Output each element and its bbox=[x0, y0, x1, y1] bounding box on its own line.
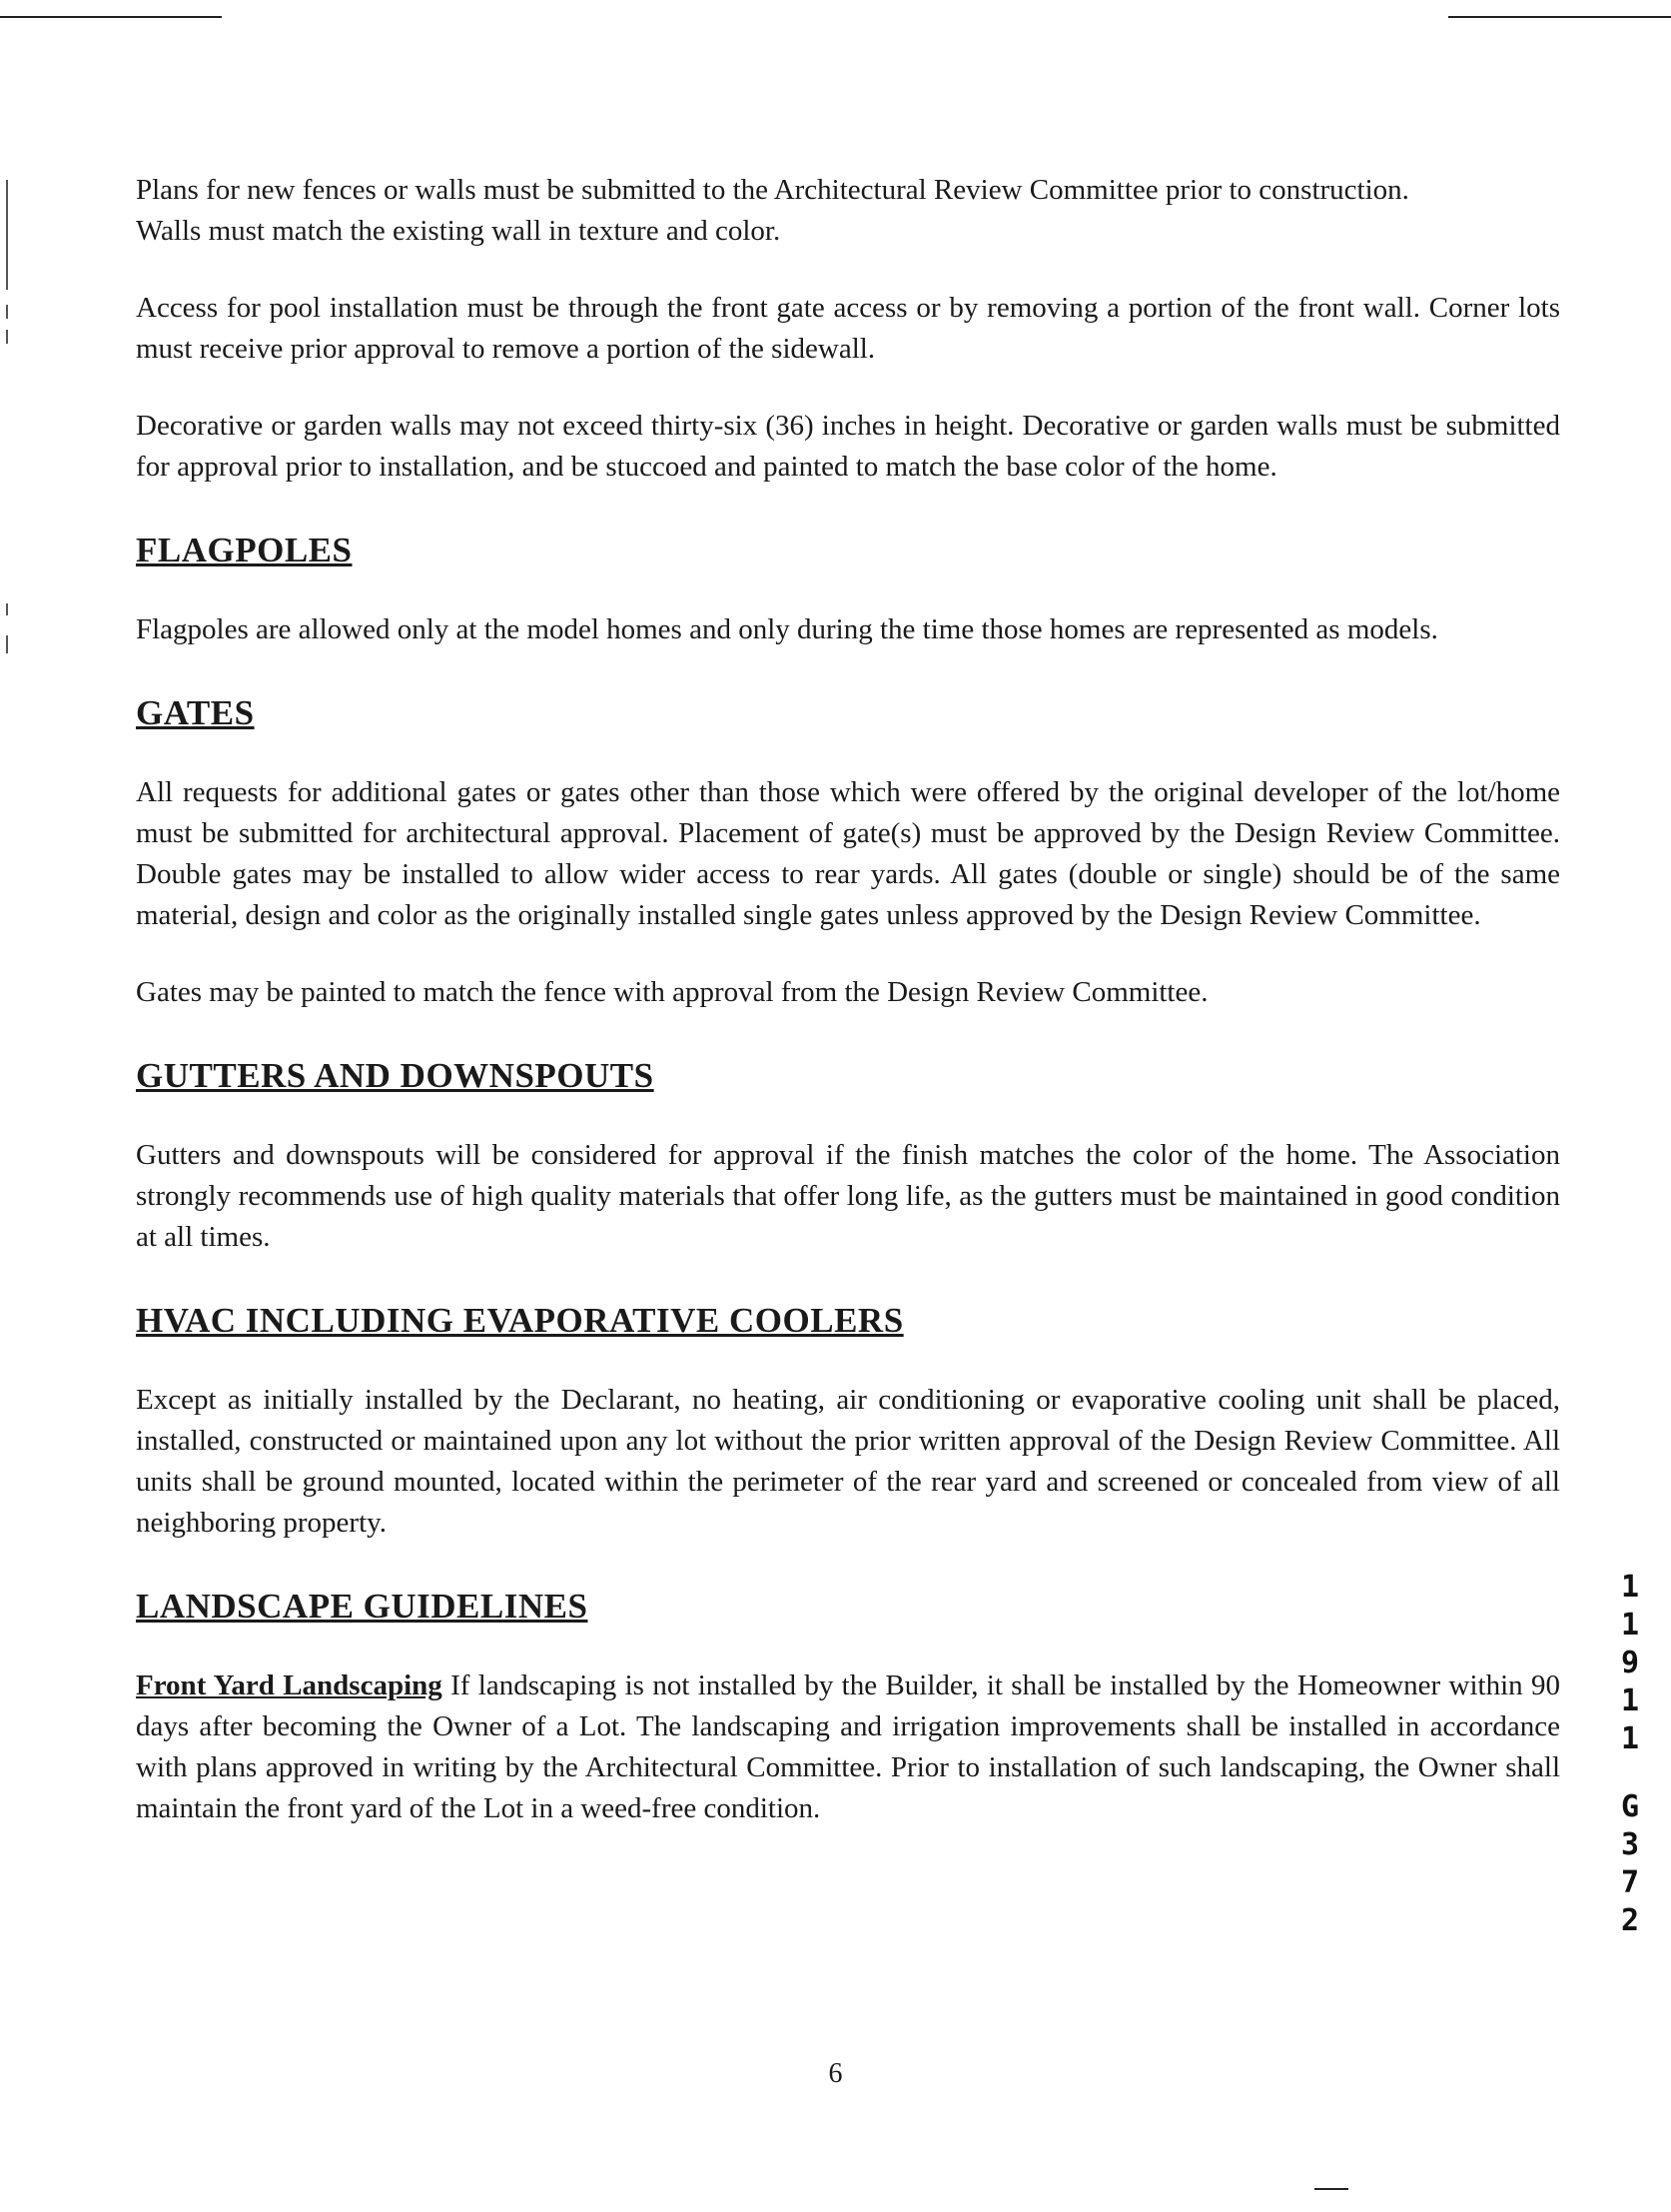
section-heading-gates: GATES bbox=[136, 693, 255, 732]
section-heading-flagpoles: FLAGPOLES bbox=[136, 531, 353, 569]
stamp-char: 1 bbox=[1620, 1683, 1640, 1718]
top-left-rule bbox=[0, 16, 222, 18]
left-margin-mark bbox=[6, 603, 8, 615]
stamp-char: 7 bbox=[1620, 1865, 1640, 1900]
intro-paragraph-pool: Access for pool installation must be through the front gate access or by removing a portion of the front wall. Corner lots must receive prior approval to remove a portion of the sidewall. bbox=[136, 292, 1560, 365]
stamp-char: 9 bbox=[1620, 1646, 1640, 1680]
section-heading-landscape: LANDSCAPE GUIDELINES bbox=[136, 1587, 588, 1626]
hvac-paragraph: Except as initially installed by the Declarant, no heating, air conditioning or evaporative cooling unit shall be placed, installed, constructed or maintained upon any lot without the prior written approval of the Design Review Committee. All units shall be ground mounted, located within the perimeter of the rear yard and screened or concealed from view of all neighboring property. bbox=[136, 1384, 1560, 1539]
page-number: 6 bbox=[828, 2058, 843, 2089]
gutters-paragraph: Gutters and downspouts will be considered for approval if the finish matches the color of the home. The Association strongly recommends use of high quality materials that offer long life, as the gutters must be maintained in good condition at all times. bbox=[136, 1139, 1560, 1253]
stamp-char: 2 bbox=[1620, 1903, 1640, 1938]
section-heading-gutters: GUTTERS AND DOWNSPOUTS bbox=[136, 1056, 654, 1095]
left-margin-mark bbox=[6, 330, 8, 344]
document-body bbox=[136, 170, 1560, 1829]
stamp-char: 1 bbox=[1620, 1570, 1640, 1605]
stamp-char: 1 bbox=[1620, 1721, 1640, 1756]
bottom-rule bbox=[1314, 2188, 1348, 2190]
landscape-text: If landscaping is not installed by the Builder, it shall be installed by the Homeowner within 90 days after becoming the Owner of a Lot. The landscaping and irrigation improvements shall be installed in accordance with plans approved in writing by the Architectural Committee. Prior to installation of such landscaping, the Owner shall maintain the front yard of the Lot in a weed-free condition. bbox=[136, 1669, 1560, 1824]
top-right-rule bbox=[1448, 16, 1671, 18]
intro-paragraph-walls: Walls must match the existing wall in texture and color. bbox=[136, 215, 781, 247]
left-margin-mark bbox=[6, 180, 8, 290]
stamp-char: 1 bbox=[1620, 1608, 1640, 1643]
flagpoles-paragraph: Flagpoles are allowed only at the model homes and only during the time those homes are represented as models. bbox=[136, 613, 1438, 645]
section-heading-hvac: HVAC INCLUDING EVAPORATIVE COOLERS bbox=[136, 1301, 904, 1340]
front-yard-lead: Front Yard Landscaping bbox=[136, 1669, 442, 1701]
gates-paint-paragraph: Gates may be painted to match the fence with approval from the Design Review Committee. bbox=[136, 976, 1209, 1008]
landscape-paragraph bbox=[136, 1665, 1560, 1829]
stamp-char: 3 bbox=[1620, 1827, 1640, 1862]
left-margin-mark bbox=[6, 635, 8, 653]
stamp-char: G bbox=[1620, 1789, 1640, 1824]
margin-stamp bbox=[1610, 1569, 1650, 1940]
intro-paragraph-garden-walls: Decorative or garden walls may not exceed thirty-six (36) inches in height. Decorative or garden walls must be submitted for approval prior to installation, and be stuccoed and painted to match the base color of the home. bbox=[136, 410, 1560, 483]
left-margin-mark bbox=[6, 305, 8, 319]
intro-paragraph-fences: Plans for new fences or walls must be submitted to the Architectural Review Committee prior to construction. bbox=[136, 174, 1409, 206]
gates-paragraph: All requests for additional gates or gates other than those which were offered by the original developer of the lot/home must be submitted for architectural approval. Placement of gate(s) must be approved by the Design Review Committee. Double gates may be installed to allow wider access to rear yards. All gates (double or single) should be of the same material, design and color as the originally installed single gates unless approved by the Design Review Committee. bbox=[136, 776, 1560, 931]
